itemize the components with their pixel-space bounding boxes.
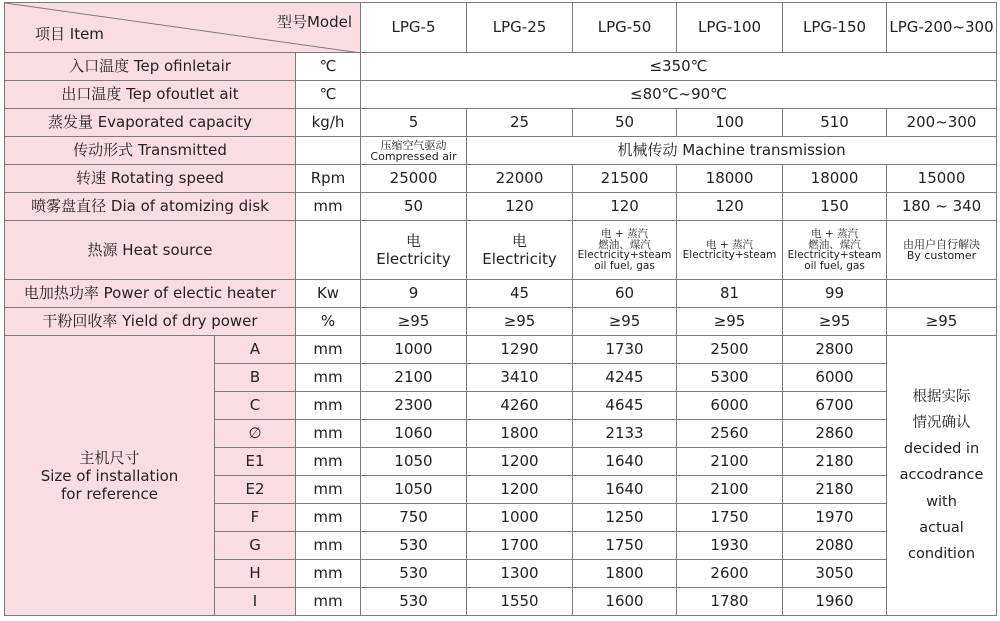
- row-label: 出口温度 Tep ofoutlet ait: [5, 81, 296, 109]
- transmitted-compressed-air: [361, 137, 467, 165]
- unit-cell: mm: [296, 392, 361, 420]
- dimension-value: 2860: [783, 420, 887, 448]
- dimension-name: E2: [215, 476, 296, 504]
- row-label: 喷雾盘直径 Dia of atomizing disk: [5, 193, 296, 221]
- dimension-value: 1750: [573, 532, 677, 560]
- unit-cell: ℃: [296, 81, 361, 109]
- dimension-value: 2300: [361, 392, 467, 420]
- dimension-value: 4260: [467, 392, 573, 420]
- spec-sheet: [4, 2, 996, 614]
- value-cell: 18000: [783, 165, 887, 193]
- dimension-value: 1290: [467, 336, 573, 364]
- text-en: Compressed air: [370, 149, 457, 163]
- inlet-temp-row: [5, 53, 997, 81]
- dimension-value: 1700: [467, 532, 573, 560]
- dimension-value: 2100: [361, 364, 467, 392]
- dimension-value: 3410: [467, 364, 573, 392]
- value-cell: 25000: [361, 165, 467, 193]
- value-cell: 9: [361, 280, 467, 308]
- row-label: 入口温度 Tep ofinletair: [5, 53, 296, 81]
- header-corner-cell: [5, 3, 361, 53]
- unit-cell: mm: [296, 448, 361, 476]
- heat-source-cell: [677, 221, 783, 280]
- dimension-value: 2500: [677, 336, 783, 364]
- dimension-value: 2180: [783, 448, 887, 476]
- row-label: 电加热功率 Power of electic heater: [5, 280, 296, 308]
- model-lpg-5: LPG-5: [361, 3, 467, 53]
- unit-cell: mm: [296, 476, 361, 504]
- dimension-value: 2100: [677, 448, 783, 476]
- value-cell: 50: [361, 193, 467, 221]
- unit-cell: mm: [296, 532, 361, 560]
- item-header: 项目 Item: [35, 24, 104, 43]
- value-cell: ≥95: [361, 308, 467, 336]
- model-lpg-200-300: LPG-200~300: [887, 3, 997, 53]
- unit-cell: mm: [296, 560, 361, 588]
- text-en: oil fuel, gas: [594, 259, 655, 272]
- installation-size-label: [5, 336, 215, 616]
- text-en: oil fuel, gas: [804, 259, 865, 272]
- value-cell: ≥95: [573, 308, 677, 336]
- note-line: with: [926, 493, 957, 510]
- text-cn: 电: [512, 232, 528, 250]
- value-cell: 100: [677, 109, 783, 137]
- value-cell: 150: [783, 193, 887, 221]
- note-line: 情况确认: [912, 415, 971, 432]
- dimension-value: 2800: [783, 336, 887, 364]
- unit-cell: mm: [296, 364, 361, 392]
- model-lpg-50: LPG-50: [573, 3, 677, 53]
- text-cn: 电 + 蒸汽: [601, 228, 648, 240]
- value-cell: ≥95: [887, 308, 997, 336]
- value-cell: 50: [573, 109, 677, 137]
- text-en: By customer: [906, 249, 977, 262]
- dimension-value: 3050: [783, 560, 887, 588]
- text-en: Electricity+steam: [682, 249, 777, 261]
- dimension-value: 1300: [467, 560, 573, 588]
- row-label: 蒸发量 Evaporated capacity: [5, 109, 296, 137]
- value-cell: 45: [467, 280, 573, 308]
- unit-cell: mm: [296, 504, 361, 532]
- heat-source-cell: [361, 221, 467, 280]
- value-cell: 99: [783, 280, 887, 308]
- text-cn: 电 + 蒸汽: [811, 228, 858, 240]
- unit-cell: mm: [296, 336, 361, 364]
- value-cell: 120: [573, 193, 677, 221]
- text-cn: 压缩空气驱动: [380, 138, 447, 152]
- size-label-line: for reference: [60, 484, 159, 503]
- dimension-value: 1960: [783, 588, 887, 616]
- dimension-name: G: [215, 532, 296, 560]
- dimension-value: 1970: [783, 504, 887, 532]
- value-cell: 15000: [887, 165, 997, 193]
- unit-cell: ℃: [296, 53, 361, 81]
- model-lpg-25: LPG-25: [467, 3, 573, 53]
- dimension-name: A: [215, 336, 296, 364]
- header-row: [5, 3, 997, 53]
- dimension-value: 1000: [361, 336, 467, 364]
- text-cn: 燃油、煤汽: [808, 238, 861, 251]
- dimension-row: [5, 336, 997, 364]
- atomizing-disk-row: [5, 193, 997, 221]
- heat-source-cell: [783, 221, 887, 280]
- dimension-name: H: [215, 560, 296, 588]
- heat-source-cell: [467, 221, 573, 280]
- dimension-value: 1000: [467, 504, 573, 532]
- size-label-line: Size of installation: [40, 466, 179, 485]
- dimension-value: 2180: [783, 476, 887, 504]
- unit-cell: mm: [296, 588, 361, 616]
- dimension-value: 4645: [573, 392, 677, 420]
- dimension-value: 2600: [677, 560, 783, 588]
- dimension-value: 1050: [361, 448, 467, 476]
- value-cell: 180 ~ 340: [887, 193, 997, 221]
- dimension-value: 2560: [677, 420, 783, 448]
- text-cn: 电 + 蒸汽: [706, 238, 753, 251]
- model-lpg-100: LPG-100: [677, 3, 783, 53]
- dimension-value: 1050: [361, 476, 467, 504]
- heater-power-row: [5, 280, 997, 308]
- heat-source-row: [5, 221, 997, 280]
- dimension-value: 1800: [467, 420, 573, 448]
- dimension-value: 1550: [467, 588, 573, 616]
- dimension-name: F: [215, 504, 296, 532]
- dimension-value: 1200: [467, 476, 573, 504]
- dimension-value: 1780: [677, 588, 783, 616]
- dry-powder-yield-row: [5, 308, 997, 336]
- row-label: 转速 Rotating speed: [5, 165, 296, 193]
- unit-cell: mm: [296, 420, 361, 448]
- dimension-value: 2100: [677, 476, 783, 504]
- value-cell: ≥95: [677, 308, 783, 336]
- installation-size-section: [5, 336, 997, 616]
- note-line: decided in: [903, 441, 980, 458]
- dimension-value: 750: [361, 504, 467, 532]
- unit-cell: Kw: [296, 280, 361, 308]
- note-line: actual: [919, 519, 964, 536]
- dimension-value: 1250: [573, 504, 677, 532]
- spec-table: [4, 2, 997, 616]
- value-cell: [887, 280, 997, 308]
- dimension-value: 1730: [573, 336, 677, 364]
- dimension-name: E1: [215, 448, 296, 476]
- dimension-value: 2133: [573, 420, 677, 448]
- dimension-value: 1640: [573, 476, 677, 504]
- value-cell: 200~300: [887, 109, 997, 137]
- heat-source-cell: [887, 221, 997, 280]
- note-line: condition: [907, 545, 976, 562]
- dimension-value: 1750: [677, 504, 783, 532]
- model-header: 型号Model: [276, 13, 353, 31]
- value-cell: ≤80℃~90℃: [361, 81, 997, 109]
- rotating-speed-row: [5, 165, 997, 193]
- dimension-value: 6000: [677, 392, 783, 420]
- value-cell: ≥95: [467, 308, 573, 336]
- value-cell: 18000: [677, 165, 783, 193]
- row-label: 热源 Heat source: [5, 221, 296, 280]
- dimension-value: 1200: [467, 448, 573, 476]
- dimension-value: 6700: [783, 392, 887, 420]
- dimension-value: 5300: [677, 364, 783, 392]
- value-cell: 60: [573, 280, 677, 308]
- dimension-name: I: [215, 588, 296, 616]
- row-label: 传动形式 Transmitted: [5, 137, 296, 165]
- note-line: 根据实际: [912, 389, 971, 406]
- dimension-value: 1060: [361, 420, 467, 448]
- outlet-temp-row: [5, 81, 997, 109]
- dimension-value: 530: [361, 532, 467, 560]
- text-en: Electricity+steam: [577, 249, 672, 261]
- unit-cell: %: [296, 308, 361, 336]
- unit-cell: kg/h: [296, 109, 361, 137]
- value-cell: 120: [677, 193, 783, 221]
- custom-size-note: [887, 336, 997, 616]
- value-cell: 22000: [467, 165, 573, 193]
- unit-cell: [296, 221, 361, 280]
- value-cell: 25: [467, 109, 573, 137]
- text-en: Electricity: [376, 250, 451, 268]
- value-cell: 5: [361, 109, 467, 137]
- dimension-value: 1800: [573, 560, 677, 588]
- note-line: accodrance: [899, 467, 984, 484]
- dimension-value: 1640: [573, 448, 677, 476]
- text-cn: 燃油、煤汽: [598, 238, 651, 251]
- text-en: Electricity+steam: [787, 249, 882, 261]
- dimension-name: B: [215, 364, 296, 392]
- value-cell: 510: [783, 109, 887, 137]
- dimension-name: C: [215, 392, 296, 420]
- text-en: Electricity: [482, 250, 557, 268]
- dimension-value: 530: [361, 588, 467, 616]
- unit-cell: mm: [296, 193, 361, 221]
- dimension-value: 530: [361, 560, 467, 588]
- value-cell: 21500: [573, 165, 677, 193]
- dimension-value: 6000: [783, 364, 887, 392]
- dimension-name: ∅: [215, 420, 296, 448]
- heat-source-cell: [573, 221, 677, 280]
- dimension-value: 1600: [573, 588, 677, 616]
- transmitted-row: [5, 137, 997, 165]
- evaporated-capacity-row: [5, 109, 997, 137]
- text-cn: 由用户自行解决: [903, 238, 981, 251]
- value-cell: 81: [677, 280, 783, 308]
- transmitted-machine: 机械传动 Machine transmission: [467, 137, 997, 165]
- row-label: 干粉回收率 Yield of dry power: [5, 308, 296, 336]
- value-cell: ≤350℃: [361, 53, 997, 81]
- dimension-value: 2080: [783, 532, 887, 560]
- unit-cell: [296, 137, 361, 165]
- value-cell: 120: [467, 193, 573, 221]
- model-lpg-150: LPG-150: [783, 3, 887, 53]
- size-label-line: 主机尺寸: [79, 448, 140, 467]
- unit-cell: Rpm: [296, 165, 361, 193]
- value-cell: ≥95: [783, 308, 887, 336]
- text-cn: 电: [406, 232, 422, 250]
- dimension-value: 1930: [677, 532, 783, 560]
- dimension-value: 4245: [573, 364, 677, 392]
